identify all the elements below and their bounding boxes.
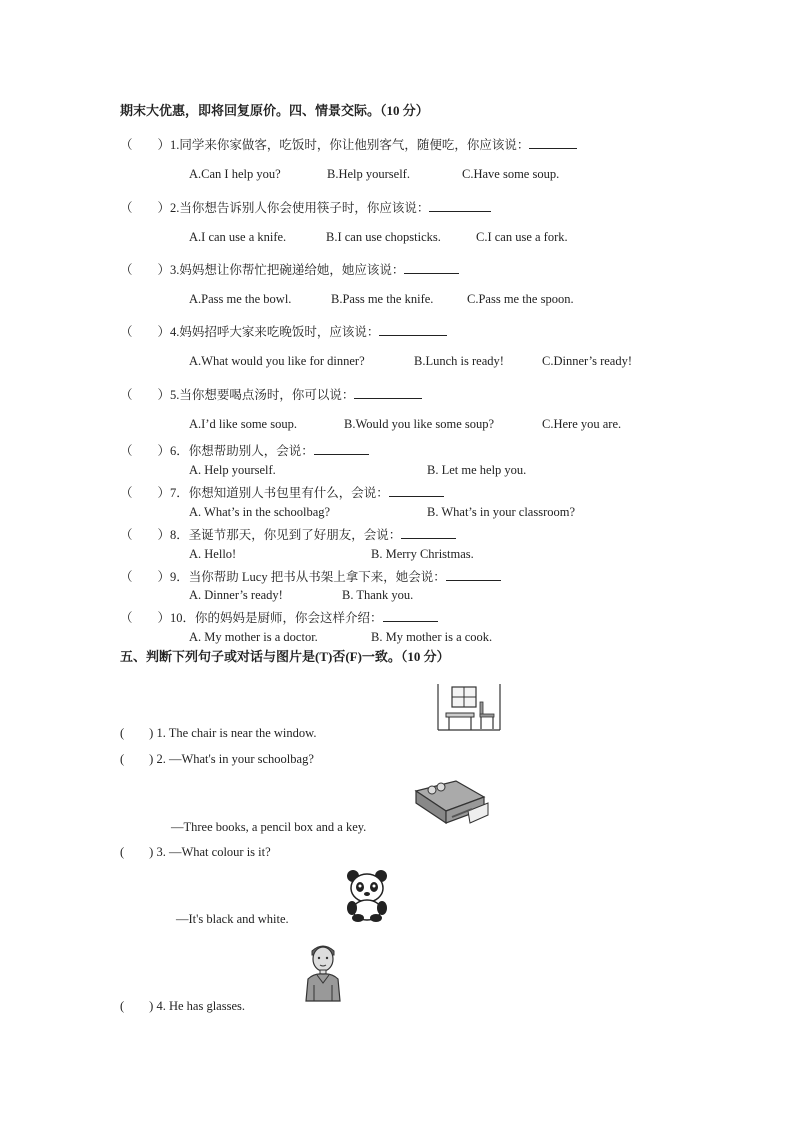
item-question: —What's in your schoolbag? <box>168 752 314 766</box>
judge-item-3 <box>120 846 271 859</box>
question-text: 当你帮助 Lucy 把书从书架上拿下来，她会说： <box>188 570 446 584</box>
item-2-answer-line: —Three books, a pencil box and a key. <box>171 820 367 834</box>
question-1 <box>120 137 577 152</box>
answer-blank[interactable] <box>404 262 459 274</box>
item-3-answer-line: —It's black and white. <box>176 912 289 926</box>
item-sentence: He has glasses. <box>168 999 245 1013</box>
item-number: ( ) 3. <box>120 845 166 859</box>
question-3 <box>120 262 459 277</box>
option-b: B.Pass me the knife. <box>331 292 434 306</box>
answer-blank[interactable] <box>529 137 577 149</box>
option-a: A.I can use a knife. <box>189 230 287 244</box>
option-b: B. Merry Christmas. <box>371 547 474 561</box>
item-number: ( ) 1. <box>120 726 166 740</box>
question-number: （ ）8． <box>120 528 189 542</box>
option-b: B. Let me help you. <box>427 463 527 477</box>
question-number: （ ）6． <box>120 444 189 458</box>
question-text: 妈妈招呼大家来吃晚饭时，应该说： <box>179 325 380 339</box>
desk-chair-window-picture <box>436 682 502 734</box>
item-number: ( ) 2. <box>120 752 166 766</box>
question-9 <box>120 569 501 584</box>
answer-blank[interactable] <box>354 387 422 399</box>
question-number: （ ）2. <box>120 201 180 215</box>
option-a: A. My mother is a doctor. <box>189 630 318 644</box>
option-a: A. Help yourself. <box>189 463 276 477</box>
question-number: （ ）7． <box>120 486 189 500</box>
item-question: —What colour is it? <box>168 845 271 859</box>
item-sentence: The chair is near the window. <box>168 726 317 740</box>
question-text: 圣诞节那天，你见到了好朋友，会说： <box>188 528 402 542</box>
panda-picture <box>343 868 391 922</box>
option-a: A. What’s in the schoolbag? <box>189 505 331 519</box>
question-5 <box>120 387 422 402</box>
boy-picture <box>302 941 344 1003</box>
question-number: （ ）10． <box>120 611 196 625</box>
option-a: A. Hello! <box>189 547 237 561</box>
option-c: C.Have some soup. <box>462 167 560 181</box>
question-6 <box>120 443 369 458</box>
section5-title: 五、判断下列句子或对话与图片是(T)否(F)一致。（10 分） <box>120 649 450 664</box>
question-8 <box>120 527 456 542</box>
question-2 <box>120 200 491 215</box>
question-number: （ ）5. <box>120 388 180 402</box>
option-a: A.What would you like for dinner? <box>189 354 365 368</box>
option-c: C.Dinner’s ready! <box>542 354 633 368</box>
option-b: B.I can use chopsticks. <box>326 230 441 244</box>
question-number: （ ）9． <box>120 570 189 584</box>
question-text: 同学来你家做客，吃饭时，你让他别客气，随便吃，你应该说： <box>179 138 530 152</box>
option-c: C.I can use a fork. <box>476 230 568 244</box>
option-b: B.Would you like some soup? <box>344 417 495 431</box>
judge-item-1 <box>120 727 316 740</box>
answer-blank[interactable] <box>314 443 369 455</box>
section4-title: 期末大优惠，即将回复原价。四、情景交际。（10 分） <box>120 103 429 118</box>
question-number: （ ）3. <box>120 263 180 277</box>
answer-blank[interactable] <box>379 324 447 336</box>
question-7 <box>120 485 444 500</box>
answer-blank[interactable] <box>401 527 456 539</box>
judge-item-2 <box>120 753 314 766</box>
question-number: （ ）1. <box>120 138 180 152</box>
item-number: ( ) 4. <box>120 999 166 1013</box>
option-b: B. My mother is a cook. <box>371 630 493 644</box>
option-a: A. Dinner’s ready! <box>189 588 283 602</box>
option-b: B. What’s in your classroom? <box>427 505 576 519</box>
option-b: B.Lunch is ready! <box>414 354 504 368</box>
question-text: 妈妈想让你帮忙把碗递给她，她应该说： <box>179 263 405 277</box>
answer-blank[interactable] <box>429 200 491 212</box>
question-text: 你想帮助别人，会说： <box>188 444 314 458</box>
answer-blank[interactable] <box>389 485 444 497</box>
answer-blank[interactable] <box>383 610 438 622</box>
option-a: A.I’d like some soup. <box>189 417 297 431</box>
question-10 <box>120 610 438 625</box>
pencil-box-picture <box>408 775 490 831</box>
answer-blank[interactable] <box>446 569 501 581</box>
question-4 <box>120 324 447 339</box>
question-text: 当你想告诉别人你会使用筷子时，你应该说： <box>179 201 430 215</box>
option-a: A.Pass me the bowl. <box>189 292 292 306</box>
option-b: B. Thank you. <box>342 588 414 602</box>
question-text: 你的妈妈是厨师，你会这样介绍： <box>195 611 383 625</box>
question-number: （ ）4. <box>120 325 180 339</box>
option-b: B.Help yourself. <box>327 167 410 181</box>
question-text: 当你想要喝点汤时，你可以说： <box>179 388 355 402</box>
option-c: C.Pass me the spoon. <box>467 292 574 306</box>
question-text: 你想知道别人书包里有什么，会说： <box>188 486 389 500</box>
judge-item-4 <box>120 1000 245 1013</box>
option-c: C.Here you are. <box>542 417 622 431</box>
option-a: A.Can I help you? <box>189 167 281 181</box>
